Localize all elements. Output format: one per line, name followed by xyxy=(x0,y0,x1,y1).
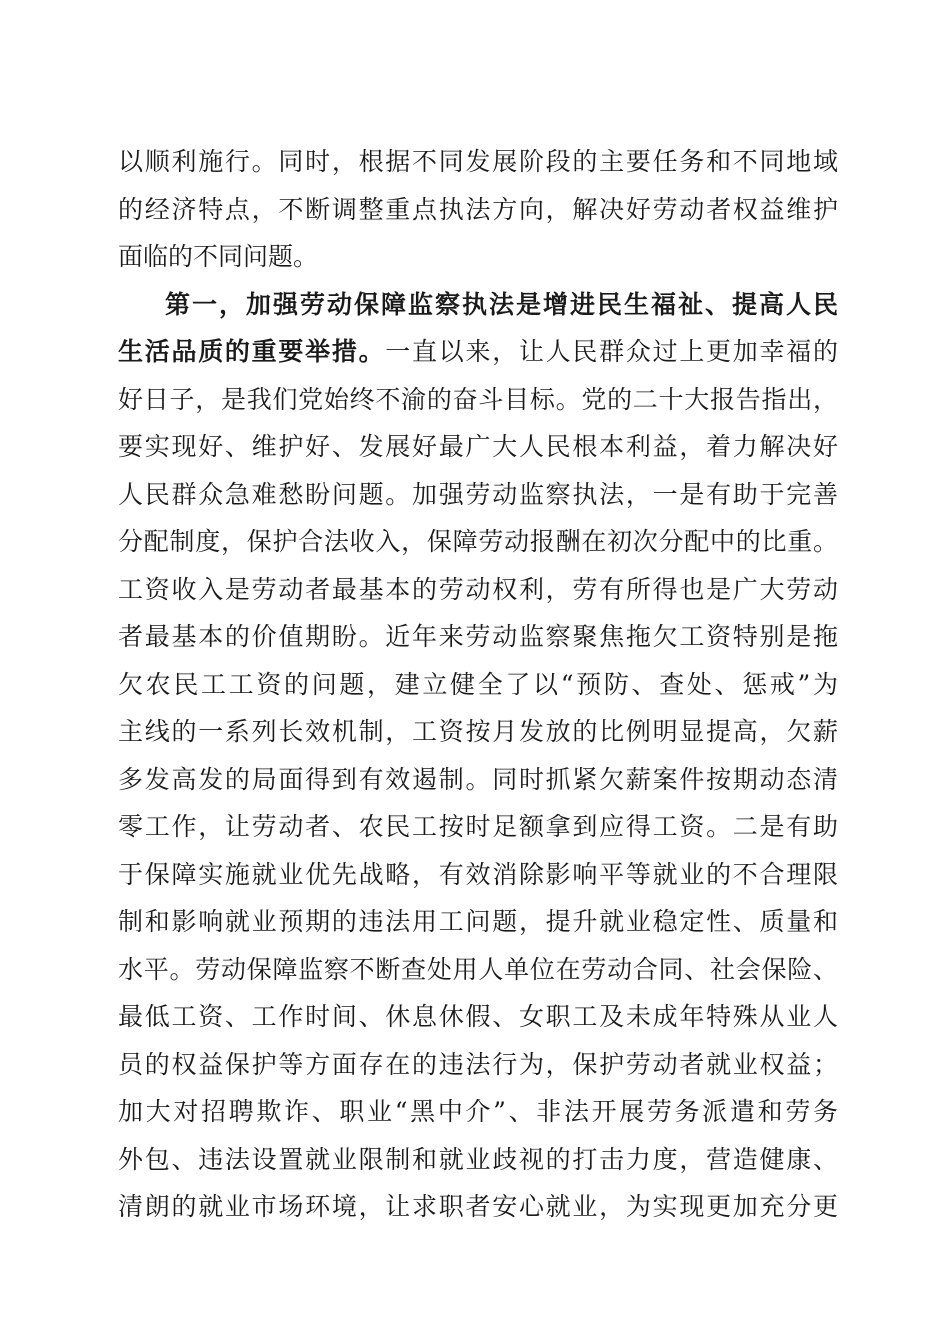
text-line: 分配制度，保护合法收入，保障劳动报酬在初次分配中的比重。 xyxy=(118,527,838,556)
text-line: 面临的不同问题。 xyxy=(118,242,319,271)
text-line: 者最基本的价值期盼。近年来劳动监察聚焦拖欠工资特别是拖 xyxy=(118,622,838,651)
section-heading: 第一，加强劳动保障监察执法是增进民生福祉、提高人民 xyxy=(165,289,838,319)
section-heading-line: 生活品质的重要举措。一直以来，让人民群众过上更加幸福的 xyxy=(118,337,838,366)
text-line: 加大对招聘欺诈、职业“黑中介”、非法开展劳务派遣和劳务 xyxy=(118,1097,838,1126)
document-body xyxy=(118,138,838,1231)
text-line: 好日子，是我们党始终不渝的奋斗目标。党的二十大报告指出， xyxy=(118,384,838,414)
text-line: 主线的一系列长效机制，工资按月发放的比例明显提高，欠薪 xyxy=(118,717,838,746)
text-line: 工资收入是劳动者最基本的劳动权利，劳有所得也是广大劳动 xyxy=(118,574,838,604)
text-line: 清朗的就业市场环境，让求职者安心就业，为实现更加充分更 xyxy=(118,1192,838,1221)
text-line: 员的权益保护等方面存在的违法行为，保护劳动者就业权益； xyxy=(118,1049,838,1079)
section-heading-line xyxy=(118,281,838,329)
text-line: 水平。劳动保障监察不断查处用人单位在劳动合同、社会保险、 xyxy=(118,954,838,984)
text-line: 于保障实施就业优先战略，有效消除影响平等就业的不合理限 xyxy=(118,859,838,889)
text-line: 要实现好、维护好、发展好最广大人民根本利益，着力解决好 xyxy=(118,432,838,461)
text-line: 零工作，让劳动者、农民工按时足额拿到应得工资。二是有助 xyxy=(118,812,838,841)
section-heading: 生活品质的重要举措。 xyxy=(118,337,386,366)
text-line: 外包、违法设置就业限制和就业歧视的打击力度，营造健康、 xyxy=(118,1144,838,1174)
text-line: 欠农民工工资的问题，建立健全了以“预防、查处、惩戒”为 xyxy=(118,669,838,699)
text-line: 人民群众急难愁盼问题。加强劳动监察执法，一是有助于完善 xyxy=(118,479,838,509)
text-line: 以顺利施行。同时，根据不同发展阶段的主要任务和不同地域 xyxy=(118,147,838,176)
text-line: 制和影响就业预期的违法用工问题，提升就业稳定性、质量和 xyxy=(118,907,838,936)
text-line: 最低工资、工作时间、休息休假、女职工及未成年特殊从业人 xyxy=(118,1002,838,1031)
text-line: 的经济特点，不断调整重点执法方向，解决好劳动者权益维护 xyxy=(118,194,838,224)
text-line: 多发高发的局面得到有效遏制。同时抓紧欠薪案件按期动态清 xyxy=(118,764,838,794)
